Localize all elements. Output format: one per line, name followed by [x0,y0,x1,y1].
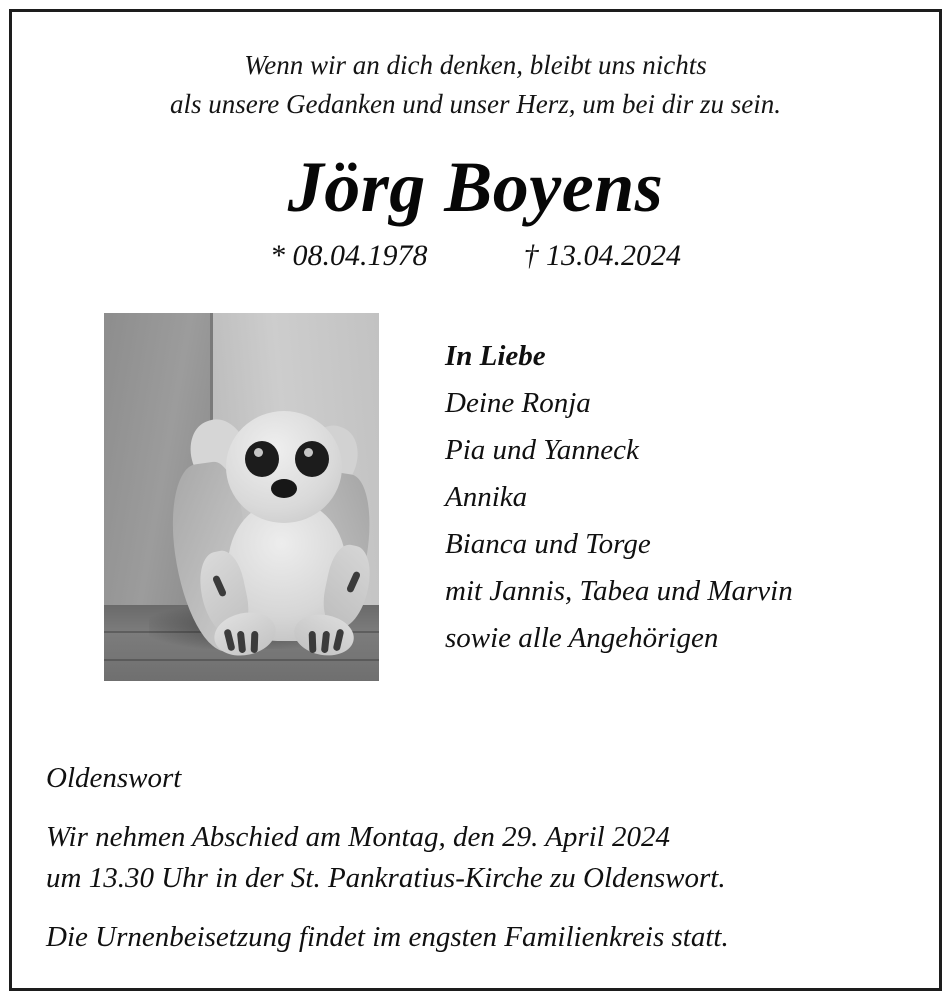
verse-line-1: Wenn wir an dich denken, bleibt uns nichts [244,50,707,80]
birth-date: * 08.04.1978 [270,239,428,273]
farewell-line-2: um 13.30 Uhr in der St. Pankratius-Kirche zu Oldenswort. [46,861,726,894]
plush-claw [309,631,317,653]
tribute-line: Deine Ronja [445,387,591,420]
portrait-and-tribute [46,313,905,681]
deceased-name: Jörg Boyens [287,146,664,227]
farewell-line-1: Wir nehmen Abschied am Montag, den 29. April 2024 [46,820,670,853]
floor-plank-line [104,659,379,661]
memorial-verse [46,46,905,124]
verse-line-2: als unsere Gedanken und unser Herz, um bei dir zu sein. [170,88,781,119]
farewell-text [46,817,905,899]
photo-container [104,313,379,681]
death-date: † 13.04.2024 [523,239,681,273]
tribute-line: Bianca und Torge [445,528,651,561]
service-details [46,762,905,954]
place-name: Oldenswort [46,761,182,794]
tribute-line: mit Jannis, Tabea und Marvin [445,575,793,608]
plush-claw [251,631,259,653]
life-dates [46,239,905,273]
tribute-block [445,313,793,662]
burial-note: Die Urnenbeisetzung findet im engsten Familienkreis statt. [46,921,729,953]
tribute-lead: In Liebe [445,340,546,373]
obituary-frame [9,9,942,991]
tribute-line: Annika [445,481,528,514]
memorial-photo [104,313,379,681]
tribute-line: Pia und Yanneck [445,434,639,467]
obituary-content [12,12,939,988]
tribute-line: sowie alle Angehörigen [445,622,719,655]
